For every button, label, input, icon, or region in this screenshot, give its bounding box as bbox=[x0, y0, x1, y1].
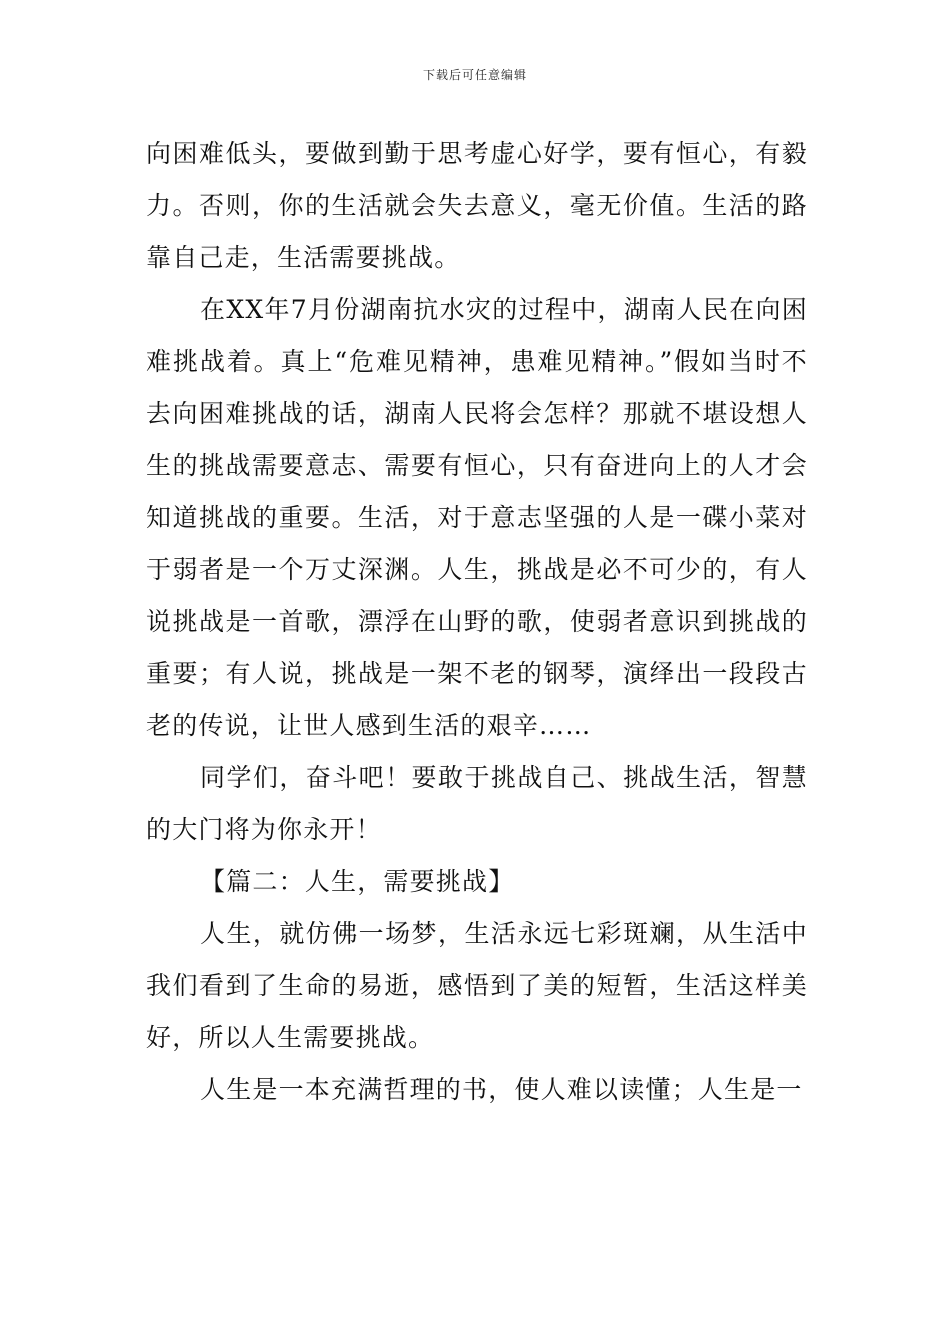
section-heading: 【篇二：人生，需要挑战】 bbox=[200, 867, 515, 896]
page-header: 下载后可任意编辑 bbox=[422, 68, 527, 82]
paragraph-flood: 在XX年7月份湖南抗水灾的过程中，湖南人民在向困难挑战着。真上“危难见精神，患难见精神。”假如当时不去向困难挑战的话，湖南人民将会怎样？那就不堪设想人生的挑战需要意志、需要有恒心，只有奋进向上的人才会知道挑战的重要。生活，对于意志坚强的人是一碟小菜对于弱者是一个万丈深渊。人生，挑战是必不可少的，有人说挑战是一首歌，漂浮在山野的歌，使弱者意识到挑战的重要；有人说，挑战是一架不老的钢琴，演绎出一段段古老的传说，让世人感到生活的艰辛…… bbox=[146, 295, 808, 740]
paragraph-encouragement: 同学们，奋斗吧！要敢于挑战自己、挑战生活，智慧的大门将为你永开！ bbox=[146, 763, 808, 844]
paragraph-life-dream: 人生，就仿佛一场梦，生活永远七彩斑斓，从生活中我们看到了生命的易逝，感悟到了美的短暂，生活这样美好，所以人生需要挑战。 bbox=[146, 919, 808, 1052]
paragraph-continuation: 向困难低头，要做到勤于思考虚心好学，要有恒心，有毅力。否则，你的生活就会失去意义，毫无价值。生活的路靠自己走，生活需要挑战。 bbox=[146, 139, 808, 272]
document-body bbox=[146, 128, 808, 1116]
paragraph-life-book: 人生是一本充满哲理的书，使人难以读懂；人生是一 bbox=[200, 1075, 803, 1104]
